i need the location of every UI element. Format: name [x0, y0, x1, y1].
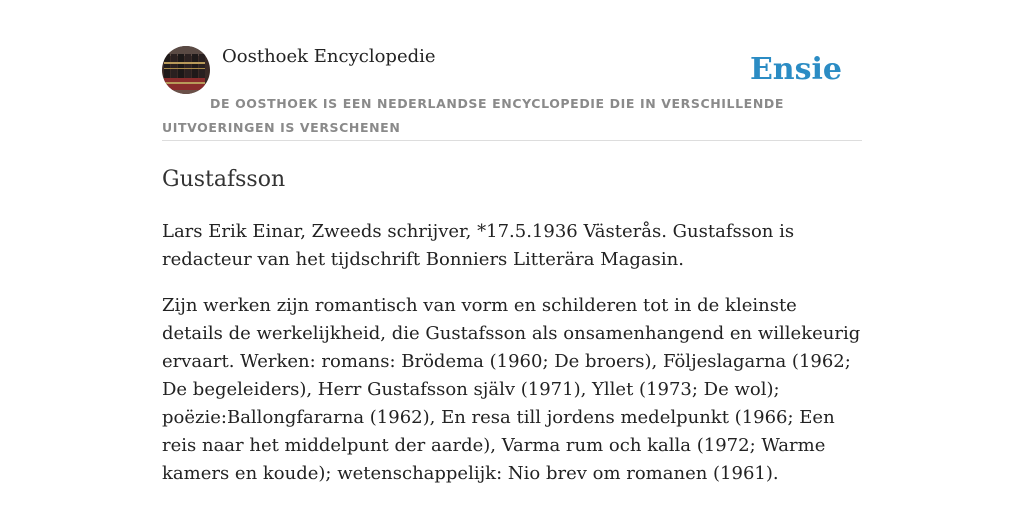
- site-name-link[interactable]: Oosthoek Encyclopedie: [222, 46, 436, 67]
- site-header: [162, 0, 862, 141]
- page-container: [162, 0, 862, 488]
- brand-logo-link[interactable]: Ensie: [749, 52, 842, 87]
- site-description: DE OOSTHOEK IS EEN NEDERLANDSE ENCYCLOPEDIE DIE IN VERSCHILLENDE UITVOERINGEN IS VERSCHENEN: [162, 96, 784, 135]
- article-title: Gustafsson: [162, 167, 286, 192]
- encyclopedia-books-icon: [162, 46, 210, 94]
- site-avatar[interactable]: [162, 46, 210, 94]
- article-paragraph: Zijn werken zijn romantisch van vorm en schilderen tot in de kleinste details de werkelijkheid, die Gustafsson als onsamenhangend en willekeurig ervaart. Werken: romans: Brödema (1960; De broers), Följeslagarna (1962; De begeleiders), Herr Gustafsson själv (1971), Yllet (1973; De wol); poëzie:Ballongfararna (1962), En resa till jordens medelpunkt (1966; Een reis naar het middelpunt der aarde), Varma rum och kalla (1972; Warme kamers en koude); wetenschappelijk: Nio brev om romanen (1961).: [162, 295, 861, 484]
- article-paragraph: Lars Erik Einar, Zweeds schrijver, *17.5.1936 Västerås. Gustafsson is redacteur van het tijdschrift Bonniers Litterära Magasin.: [162, 221, 795, 270]
